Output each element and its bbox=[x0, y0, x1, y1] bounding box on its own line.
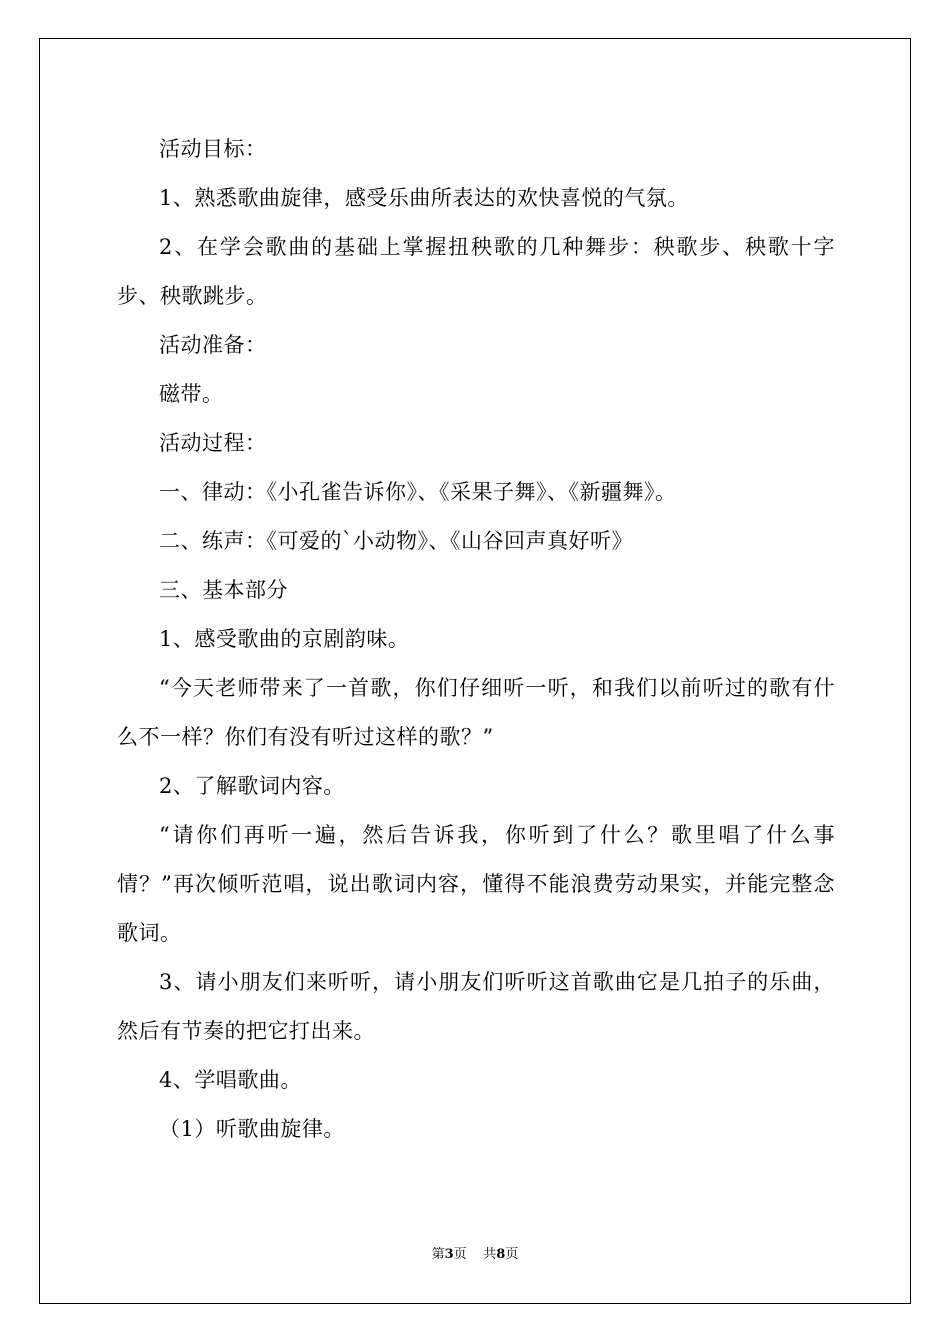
page-footer bbox=[0, 1245, 950, 1265]
paragraph-activity-prep: 活动准备： bbox=[159, 333, 267, 357]
paragraph-activity-process: 活动过程： bbox=[159, 431, 267, 455]
paragraph-substep-1: （1）听歌曲旋律。 bbox=[159, 1117, 345, 1141]
footer-total-suffix: 页 bbox=[505, 1247, 519, 1262]
footer-total-prefix: 共 bbox=[483, 1247, 497, 1262]
paragraph-quote-2: “请你们再听一遍，然后告诉我，你听到了什么？歌里唱了什么事情？”再次倾听范唱，说出歌词内容，懂得不能浪费劳动果实，并能完整念歌词。 bbox=[117, 823, 835, 945]
footer-total-number: 8 bbox=[496, 1247, 506, 1262]
document-body bbox=[117, 125, 835, 1154]
paragraph-step-2: 2、了解歌词内容。 bbox=[159, 774, 345, 798]
footer-page-number: 3 bbox=[444, 1247, 454, 1262]
paragraph-goal-1: 1、熟悉歌曲旋律，感受乐曲所表达的欢快喜悦的气氛。 bbox=[159, 186, 689, 210]
paragraph-quote-1: “今天老师带来了一首歌，你们仔细听一听，和我们以前听过的歌有什么不一样？你们有没有听过这样的歌？” bbox=[117, 676, 835, 749]
footer-page-suffix: 页 bbox=[453, 1247, 467, 1262]
paragraph-vocal: 二、练声：《可爱的`小动物》、《山谷回声真好听》 bbox=[159, 529, 633, 553]
paragraph-basic-part: 三、基本部分 bbox=[159, 578, 288, 602]
paragraph-step-4: 4、学唱歌曲。 bbox=[159, 1068, 302, 1092]
footer-page-prefix: 第 bbox=[431, 1247, 445, 1262]
paragraph-activity-goals: 活动目标： bbox=[159, 137, 267, 161]
paragraph-step-1: 1、感受歌曲的京剧韵味。 bbox=[159, 627, 410, 651]
paragraph-goal-2: 2、在学会歌曲的基础上掌握扭秧歌的几种舞步：秧歌步、秧歌十字步、秧歌跳步。 bbox=[117, 235, 835, 308]
paragraph-step-3: 3、请小朋友们来听听，请小朋友们听听这首歌曲它是几拍子的乐曲，然后有节奏的把它打出来。 bbox=[117, 970, 835, 1043]
paragraph-tape: 磁带。 bbox=[159, 382, 224, 406]
paragraph-rhythm: 一、律动：《小孔雀告诉你》、《采果子舞》、《新疆舞》。 bbox=[159, 480, 677, 504]
